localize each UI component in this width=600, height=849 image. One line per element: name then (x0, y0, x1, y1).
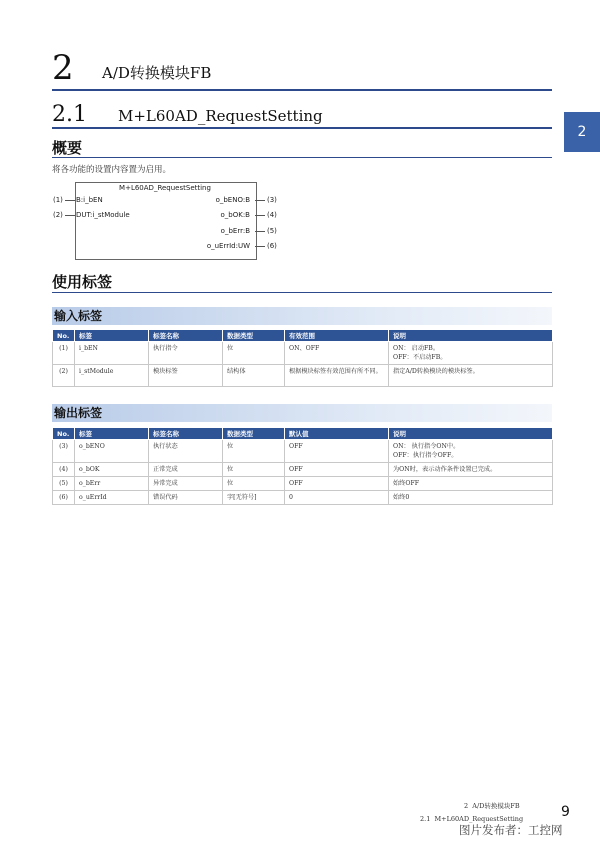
cell-range: 根据模块标签有效范围有所不同。 (285, 365, 389, 387)
column-header: 标签名称 (149, 428, 223, 440)
cell-label: o_bErr (75, 477, 149, 491)
cell-desc (389, 440, 553, 463)
column-header: No. (53, 428, 75, 440)
overview-description: 将各功能的设置内容置为启用。 (52, 165, 172, 175)
table-row (53, 477, 553, 491)
cell-no: (4) (53, 463, 75, 477)
fb-output-line (255, 200, 265, 201)
cell-desc: 始终OFF (389, 477, 553, 491)
cell-name: 错误代码 (149, 491, 223, 505)
table-row (53, 463, 553, 477)
output-table-heading: 输出标签 (54, 406, 103, 420)
desc-line: 指定A/D转换模块的模块标签。 (393, 368, 479, 375)
cell-name: 正常完成 (149, 463, 223, 477)
section-rule (52, 127, 552, 129)
fb-output-line (255, 231, 265, 232)
page-number: 9 (561, 804, 570, 820)
cell-desc (389, 365, 553, 387)
column-header: No. (53, 330, 75, 342)
fb-output-line (255, 246, 265, 247)
input-table (52, 329, 553, 387)
output-table-band (52, 404, 552, 422)
cell-no: (6) (53, 491, 75, 505)
labels-rule (52, 292, 552, 293)
cell-no: (5) (53, 477, 75, 491)
cell-type: 位 (223, 463, 285, 477)
fb-output-label: o_bOK:B (220, 211, 250, 219)
footer-section: 2.1 M+L60AD_RequestSetting (420, 815, 524, 823)
cell-desc: 始终0 (389, 491, 553, 505)
chapter-side-tab[interactable]: 2 (564, 112, 600, 152)
fb-input-num: (1) (53, 196, 63, 204)
cell-label: i_stModule (75, 365, 149, 387)
fb-output-label: o_bENO:B (215, 196, 250, 204)
fb-input-num: (2) (53, 211, 63, 219)
cell-name: 异常完成 (149, 477, 223, 491)
cell-range: ON、OFF (285, 342, 389, 365)
column-header: 默认值 (285, 428, 389, 440)
table-row (53, 440, 553, 463)
fb-output-num: (3) (267, 196, 277, 204)
desc-line: ON： 执行指令ON中。 (393, 443, 460, 450)
table-row (53, 365, 553, 387)
column-header: 数据类型 (223, 330, 285, 342)
fb-input-label: B:i_bEN (76, 196, 103, 204)
fb-input-line (65, 200, 75, 201)
desc-line: OFF：不启动FB。 (393, 354, 447, 361)
cell-label: o_bENO (75, 440, 149, 463)
cell-no: (2) (53, 365, 75, 387)
cell-type: 位 (223, 440, 285, 463)
fb-output-num: (6) (267, 242, 277, 250)
section-title: M+L60AD_RequestSetting (118, 107, 323, 125)
cell-label: o_uErrId (75, 491, 149, 505)
cell-type: 位 (223, 477, 285, 491)
cell-no: (3) (53, 440, 75, 463)
overview-heading: 概要 (52, 139, 83, 157)
column-header: 标签 (75, 330, 149, 342)
desc-line: ON： 启动FB。 (393, 345, 440, 352)
cell-no: (1) (53, 342, 75, 365)
output-table (52, 427, 553, 505)
cell-type: 字[无符号] (223, 491, 285, 505)
fb-output-label: o_bErr:B (220, 227, 250, 235)
fb-output-line (255, 215, 265, 216)
overview-rule (52, 157, 552, 158)
footer-chapter: 2 A/D转换模块FB (464, 802, 520, 810)
column-header: 说明 (389, 428, 553, 440)
chapter-number: 2 (52, 48, 74, 88)
cell-default: OFF (285, 440, 389, 463)
cell-name: 模块标签 (149, 365, 223, 387)
column-header: 标签 (75, 428, 149, 440)
watermark: 图片发布者：工控网 (459, 823, 563, 837)
section-number: 2.1 (52, 102, 87, 127)
fb-name: M+L60AD_RequestSetting (119, 184, 211, 192)
cell-default: OFF (285, 477, 389, 491)
table-header-row (53, 428, 553, 440)
labels-heading: 使用标签 (52, 273, 113, 291)
table-row (53, 491, 553, 505)
cell-label: i_bEN (75, 342, 149, 365)
cell-type: 结构体 (223, 365, 285, 387)
chapter-rule (52, 89, 552, 91)
cell-desc: 为ON时，表示动作条件设置已完成。 (389, 463, 553, 477)
cell-label: o_bOK (75, 463, 149, 477)
cell-desc (389, 342, 553, 365)
desc-line: OFF：执行指令OFF。 (393, 452, 458, 459)
fb-output-num: (5) (267, 227, 277, 235)
cell-type: 位 (223, 342, 285, 365)
input-table-heading: 输入标签 (54, 309, 103, 323)
cell-name: 执行状态 (149, 440, 223, 463)
cell-name: 执行指令 (149, 342, 223, 365)
table-row (53, 342, 553, 365)
column-header: 标签名称 (149, 330, 223, 342)
fb-output-label: o_uErrId:UW (206, 242, 250, 250)
fb-output-num: (4) (267, 211, 277, 219)
fb-input-line (65, 215, 75, 216)
input-table-band (52, 307, 552, 325)
column-header: 数据类型 (223, 428, 285, 440)
column-header: 有效范围 (285, 330, 389, 342)
cell-default: OFF (285, 463, 389, 477)
table-header-row (53, 330, 553, 342)
cell-default: 0 (285, 491, 389, 505)
chapter-title: A/D转换模块FB (102, 64, 212, 82)
column-header: 说明 (389, 330, 553, 342)
fb-input-label: DUT:i_stModule (76, 211, 130, 219)
